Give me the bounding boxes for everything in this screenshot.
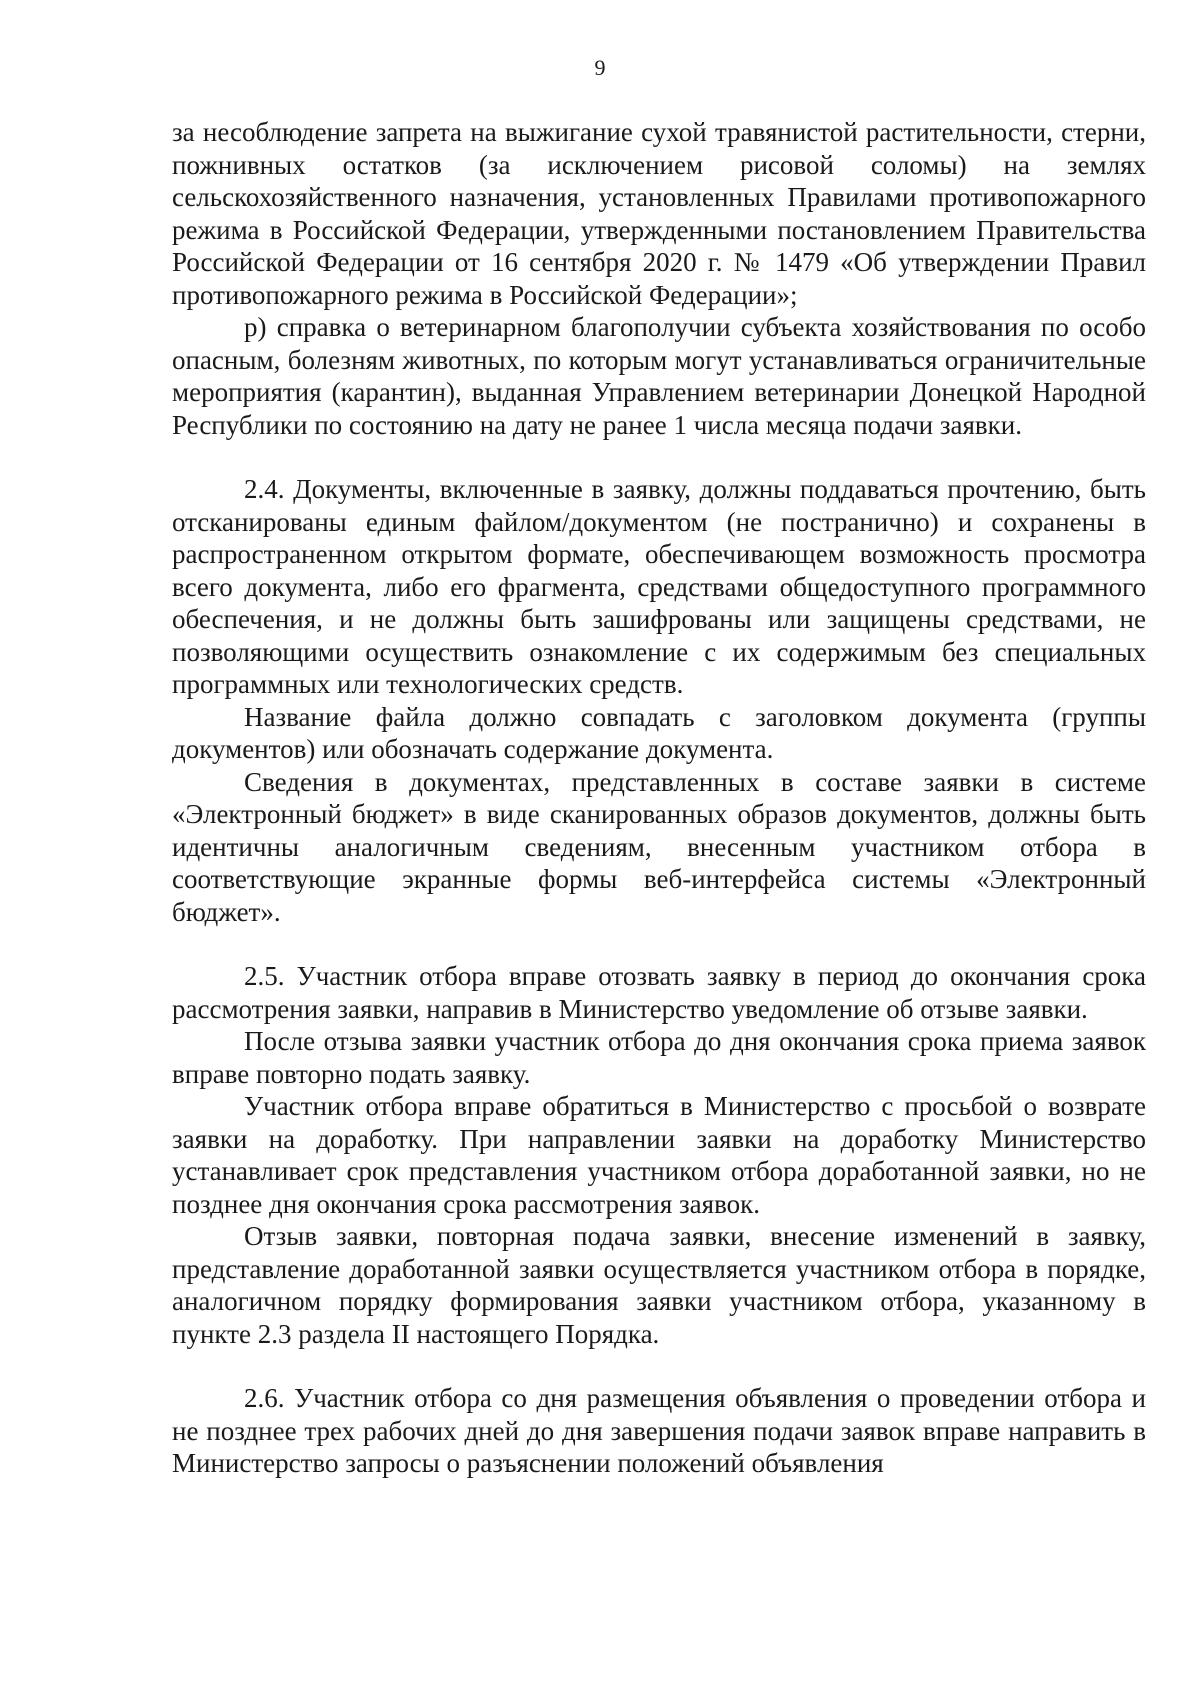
- paragraph-resubmit: После отзыва заявки участник отбора до дня окончания срока приема заявок вправе повторно подать заявку.: [172, 1026, 1146, 1089]
- document-body: [172, 116, 1146, 1480]
- paragraph-withdrawal-procedure: Отзыв заявки, повторная подача заявки, внесение изменений в заявку, представление доработанной заявки осуществляется участником отбора в порядке, аналогичном порядку формирования заявки участником отбора, указанному в пункте 2.3 раздела II настоящего Порядка.: [172, 1221, 1146, 1349]
- paragraph-scanned-documents: Сведения в документах, представленных в составе заявки в системе «Электронный бюджет» в виде сканированных образов документов, должны быть идентичны аналогичным сведениям, внесенным участником отбора в соответствующие экранные формы веб-интерфейса системы «Электронный бюджет».: [172, 766, 1146, 927]
- paragraph-return-for-revision: Участник отбора вправе обратиться в Министерство с просьбой о возврате заявки на доработку. При направлении заявки на доработку Министерство устанавливает срок представления участником отбора доработанной заявки, но не позднее дня окончания срока рассмотрения заявок.: [172, 1091, 1146, 1219]
- paragraph-fire-safety-certificate: за несоблюдение запрета на выжигание сухой травянистой растительности, стерни, пожнивных остатков (за исключением рисовой соломы) на землях сельскохозяйственного назначения, установленных Правилами противопожарного режима в Российской Федерации, утвержденными постановлением Правительства Российской Федерации от 16 сентября 2020 г. № 1479 «Об утверждении Правил противопожарного режима в Российской Федерации»;: [172, 117, 1146, 310]
- page-number: 9: [594, 55, 606, 80]
- paragraph-veterinary-certificate: р) справка о ветеринарном благополучии субъекта хозяйствования по особо опасным, болезням животных, по которым могут устанавливаться ограничительные мероприятия (карантин), выданная Управлением ветеринарии Донецкой Народной Республики по состоянию на дату не ранее 1 числа месяца подачи заявки.: [172, 312, 1146, 440]
- paragraph-2-4-documents: 2.4. Документы, включенные в заявку, должны поддаваться прочтению, быть отсканированы единым файлом/документом (не постранично) и сохранены в распространенном открытом формате, обеспечивающем возможность просмотра всего документа, либо его фрагмента, средствами общедоступного программного обеспечения, и не должны быть зашифрованы или защищены средствами, не позволяющими осуществить ознакомление с их содержимым без специальных программных или технологических средств.: [172, 474, 1146, 699]
- paragraph-2-6-clarification: 2.6. Участник отбора со дня размещения объявления о проведении отбора и не позднее трех рабочих дней до дня завершения подачи заявок вправе направить в Министерство запросы о разъяснении положений объявления: [172, 1383, 1146, 1478]
- paragraph-file-name: Название файла должно совпадать с заголовком документа (группы документов) или обозначать содержание документа.: [172, 701, 1146, 764]
- paragraph-2-5-withdraw: 2.5. Участник отбора вправе отозвать заявку в период до окончания срока рассмотрения заявки, направив в Министерство уведомление об отзыве заявки.: [172, 961, 1146, 1024]
